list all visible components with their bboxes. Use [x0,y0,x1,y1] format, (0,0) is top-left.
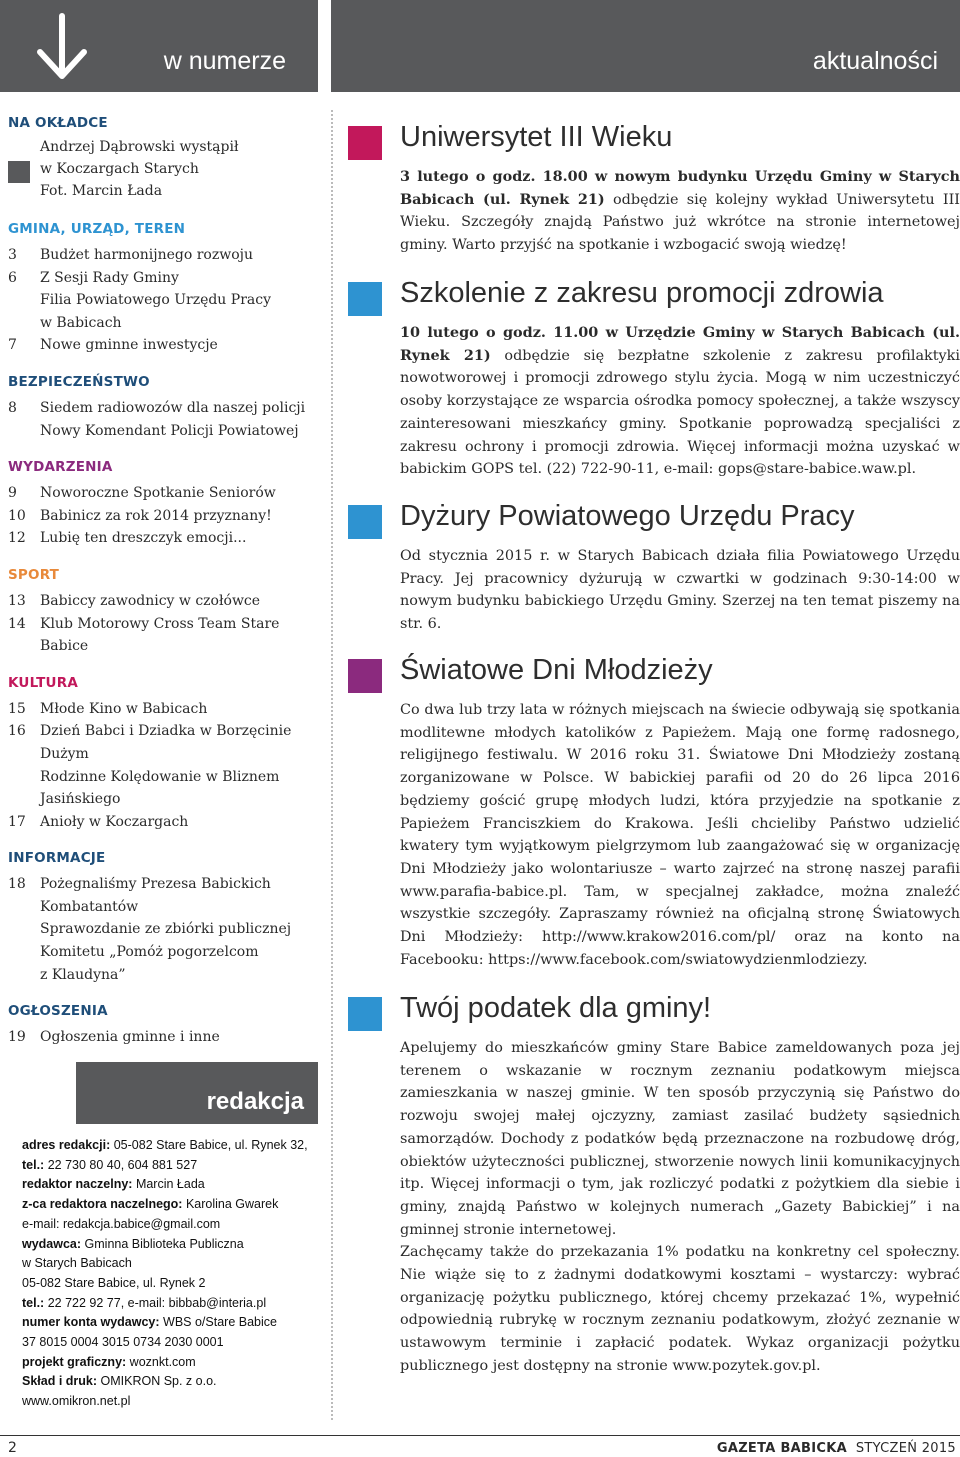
arrow-down-icon [32,12,92,84]
toc-page-number: 12 [8,530,26,547]
toc-heading: BEZPIECZEŃSTWO [8,373,150,390]
article-title: Światowe Dni Młodzieży [400,654,713,686]
toc-entry[interactable] [8,613,318,636]
page-number: 2 [8,1440,17,1456]
article-text: Od stycznia 2015 r. w Starych Babicach działa filia Powiatowego Urzędu Pracy. Jej pracownicy dyżurują w czwartki w godzinach 9:30-14:00 w nowym budynku babickiego Urzędu Gminy. Szerzej na ten temat piszemy na str. 6. [400,548,960,633]
editorial-label: wydawca: [22,1236,82,1251]
editorial-line [22,1175,308,1195]
toc-page-number [8,964,40,987]
toc-entry-title: Z Sesji Rady Gminy [40,269,179,286]
toc-entry-title: Nowe gminne inwestycje [40,337,218,354]
toc-page-number [8,896,40,919]
toc-page-number [8,788,40,811]
editorial-value: Marcin Łada [132,1177,205,1192]
toc-entry[interactable] [8,698,318,721]
toc-entry[interactable] [8,896,318,919]
article-title: Twój podatek dla gminy! [400,992,712,1024]
toc-section [8,674,318,834]
toc-entry-title: Anioły w Koczargach [40,813,189,830]
toc-entry[interactable] [8,312,318,335]
article-square-icon [348,659,382,693]
article-title: Dyżury Powiatowego Urzędu Pracy [400,500,855,532]
toc-entry-title: Młode Kino w Babicach [40,700,208,717]
issue-date: STYCZEŃ 2015 [855,1441,956,1456]
toc-section [8,458,318,550]
editorial-line [22,1136,308,1156]
article-lead: 3 lutego o godz. 18.00 w nowym budynku Urzędu Gminy w Starych Babicach (ul. Rynek 21) [400,168,960,208]
editorial-label: numer konta wydawcy: [22,1315,160,1330]
toc-page-number: 16 [8,723,26,740]
toc-page-number: 14 [8,615,26,632]
editorial-value: 05-082 Stare Babice, ul. Rynek 32, [110,1138,308,1152]
toc-section [8,220,318,357]
toc-heading: WYDARZENIA [8,459,113,476]
toc-entry[interactable] [8,527,318,550]
toc-entry-title: Budżet harmonijnego rozwoju [40,247,254,263]
toc-page-number [8,312,40,335]
toc-entry-title: Ogłoszenia gminne i inne [40,1029,220,1046]
editorial-label: adres redakcji: [22,1138,111,1152]
editorial-label: tel.: [22,1157,45,1172]
toc-page-number: 3 [8,247,17,263]
editorial-line [22,1195,308,1215]
toc-section [8,849,318,986]
toc-entry-title: Nowy Komendant Policji Powiatowej [40,422,299,439]
toc-entry-title: Kombatantów [40,898,139,915]
toc-entry[interactable] [8,289,318,312]
toc-page-number: 10 [8,507,26,524]
toc-page-number: 8 [8,399,17,416]
editorial-value: w Starych Babicach [22,1256,132,1271]
toc-page-number: 9 [8,485,17,502]
article-body [400,1037,960,1378]
toc-entry-title: Siedem radiowozów dla naszej policji [40,399,306,416]
editorial-label: Skład i druk: [22,1374,98,1389]
editorial-value: Karolina Gwarek [182,1197,279,1212]
toc-entry[interactable] [8,743,318,766]
toc-heading: OGŁOSZENIA [8,1003,108,1020]
toc-entry-title: Dzień Babci i Dziadka w Borzęcinie [40,723,292,740]
toc-entry-title: w Babicach [40,314,122,331]
toc-entry-title: Komitetu „Pomóż pogorzelcom [40,944,259,961]
section-title-w-numerze: w numerze [163,47,286,75]
editorial-details [22,1136,308,1412]
toc-entry-title: Babice [40,638,89,655]
editorial-line [22,1254,308,1274]
toc-entry-title: Jasińskiego [40,791,121,808]
toc-entry[interactable] [8,267,318,290]
cover-caption-line: Fot. Marcin Łada [40,183,163,199]
toc-entry[interactable] [8,941,318,964]
toc-entry[interactable] [8,964,318,987]
toc-page-number [8,289,40,312]
editorial-value: Gminna Biblioteka Publiczna [81,1236,244,1251]
editorial-line [22,1333,308,1353]
toc-section [8,373,318,442]
editorial-value: WBS o/Stare Babice [159,1315,277,1330]
article-square-icon [348,997,382,1031]
article-text: odbędzie się kolejny wykład Uniwersytetu III Wieku. Szczegóły znajdą Państwo już wkrótce na stronie internetowej gminy. Warto przyjść na spotkanie i wzbogacić swoją wiedzę! [400,191,960,254]
header-right-bar [331,0,960,92]
editorial-value: 37 8015 0004 3015 0734 2030 0001 [22,1335,224,1350]
editorial-label: tel.: [22,1295,45,1310]
toc-page-number [8,743,40,766]
article-body [400,166,960,257]
toc-section [8,1002,318,1049]
toc-entry[interactable] [8,397,318,420]
editorial-label: z-ca redaktora naczelnego: [22,1197,183,1212]
toc-page-number: 13 [8,592,26,609]
article-square-icon [348,126,382,160]
toc-entry-title: Rodzinne Kolędowanie w Bliznem [40,768,280,785]
toc-heading-cover: NA OKŁADCE [8,115,108,131]
toc-entry[interactable] [8,244,318,267]
editorial-line [22,1274,308,1294]
toc-entry[interactable] [8,720,318,743]
editorial-value: e-mail: redakcja.babice@gmail.com [22,1216,221,1231]
cover-section [8,114,318,202]
editorial-line [22,1215,308,1235]
editorial-line [22,1392,308,1412]
toc-entry[interactable] [8,766,318,789]
editorial-value: 22 722 92 77, e-mail: bibbab@interia.pl [44,1295,267,1310]
toc-entry[interactable] [8,334,318,357]
editorial-value: www.omikron.net.pl [22,1394,131,1409]
editorial-line [22,1294,308,1314]
editorial-line [22,1313,308,1333]
article-square-icon [348,282,382,316]
toc-entry-title: Babinicz za rok 2014 przyznany! [40,507,272,524]
publication-footer [717,1441,956,1456]
editorial-line [22,1353,308,1373]
toc-entry-title: Sprawozdanie ze zbiórki publicznej [40,921,292,938]
toc-heading: INFORMACJE [8,850,106,867]
toc-page-number: 7 [8,337,17,354]
toc-heading: GMINA, URZĄD, TEREN [8,221,186,237]
section-title-aktualnosci: aktualności [812,47,938,75]
toc-page-number [8,941,40,964]
toc-page-number [8,420,40,443]
header-left-bar [0,0,318,92]
toc-page-number [8,635,40,658]
editorial-value: OMIKRON Sp. z o.o. [97,1374,217,1389]
toc-page-number: 6 [8,269,17,286]
article-text: odbędzie się bezpłatne szkolenie z zakresu profilaktyki nowotworowej i promocji zdrowego stylu życia. Mogą w nim uczestniczyć osoby korzystające ze wsparcia ośrodka pomocy społecznej, a także wszyscy zainteresowani mieszkańcy gminy. Spotkanie poprowadzą specjaliści z zakresu ochrony i promocji zdrowia. Więcej informacji można uzyskać w babickim GOPS tel. (22) 722-90-11, e-mail: gops@stare-babice.waw.pl. [400,347,960,478]
editorial-title: redakcja [206,1088,304,1115]
editorial-value: woznkt.com [126,1354,196,1369]
toc-entry[interactable] [8,918,318,941]
toc-page-number: 18 [8,876,26,893]
article-body [400,699,960,971]
editorial-line [22,1156,308,1176]
editorial-box [8,1062,318,1422]
article-title: Uniwersytet III Wieku [400,121,673,153]
toc-entry-title: Noworoczne Spotkanie Seniorów [40,485,276,502]
article-title: Szkolenie z zakresu promocji zdrowia [400,277,884,309]
editorial-line [22,1235,308,1255]
editorial-value: 22 730 80 40, 604 881 527 [44,1157,198,1172]
article-text: Co dwa lub trzy lata w różnych miejscach na świecie odbywają się spotkania modlitewne młodych katolików z Papieżem. Mają one formę radosnego, religijnego festiwalu. W 2016 roku 31. Światowe Dni Młodzieży zostaną zorganizowane w Polsce. W babickiej parafii od 20 do 26 lipca 2016 będziemy gościć grupę młodych ludzi, która przyjedzie na spotkanie z Papieżem Franciszkiem do Krakowa. Jeśli chcieliby Państwo udzielić kwatery tym wyjątkowym pielgrzymom lub zaangażować się w organizację Dni Młodzieży jako wolontariusze – warto zajrzeć na stronę naszej parafii www.parafia-babice.pl. Tam, w specjalnej zakładce, można znaleźć wszystkie szczegóły. Zapraszamy również na oficjalną stronę Światowych Dni Młodzieży: http://www.krakow2016.com/pl/ oraz na konto na Facebooku: https://www.facebook.com/swiatowydzienmlodziezy. [400,702,960,968]
footer-rule [0,1435,960,1436]
toc-entry[interactable] [8,635,318,658]
article-body [400,322,960,481]
article-body [400,545,960,636]
table-of-contents [8,114,318,1049]
toc-heading: SPORT [8,566,60,583]
toc-entry-title: Klub Motorowy Cross Team Stare [40,615,280,632]
toc-section [8,566,318,658]
editorial-line [22,1372,308,1392]
toc-page-number [8,918,40,941]
toc-page-number: 15 [8,700,26,717]
cover-caption-line: w Koczargach Starych [40,161,199,177]
toc-entry[interactable] [8,505,318,528]
cover-caption-line: Andrzej Dąbrowski wystąpił [40,139,239,155]
toc-entry-title: z Klaudyna” [40,966,126,983]
toc-entry[interactable] [8,873,318,896]
article-square-icon [348,505,382,539]
editorial-label: redaktor naczelny: [22,1177,133,1192]
toc-heading: KULTURA [8,674,78,691]
editorial-title-bar [76,1062,318,1124]
toc-page-number: 19 [8,1029,26,1046]
toc-page-number: 17 [8,813,26,830]
toc-entry[interactable] [8,482,318,505]
article-paragraph: Zachęcamy także do przekazania 1% podatku na konkretny cel społeczny. Nie wiąże się to z żadnymi dodatkowymi kosztami – wystarczy: wybrać organizację pożytku publicznego, której chcemy przekazać 1%, wypełnić odpowiednią rubrykę w rocznym zeznaniu podatkowym, złożyć zeznanie w ustawowym terminie i zapłacić podatek. Wykaz organizacji pożytku publicznego jest dostępny na stronie www.pozytek.gov.pl. [400,1244,960,1374]
toc-entry-title: Lubię ten dreszczyk emocji... [40,530,247,547]
toc-entry[interactable] [8,788,318,811]
cover-square-icon [8,161,30,183]
article-text: Apelujemy do mieszkańców gminy Stare Babice zameldowanych poza jej terenem o wskazanie w rocznym zeznaniu podatkowym miejsca zamieszkania w naszej gminie. W ten sposób przyczynią się Państwo do rozwoju swojej małej ojczyzny, zamiast zasilać budżety sąsiednich samorządów. Dochody z podatków będą przeznaczone na rozbudowę dróg, obiektów użyteczności publicznej, stworzenie nowych linii komunikacyjnych itp. Więcej informacji o tym, jak rozliczyć podatki z pożytkiem dla siebie i gminy, znajdą Państwo w kolejnych numerach „Gazety Babickiej” i na gminnej stronie internetowej. [400,1040,960,1238]
toc-entry[interactable] [8,420,318,443]
toc-entry-title: Filia Powiatowego Urzędu Pracy [40,292,271,309]
toc-page-number [8,766,40,789]
toc-entry-title: Dużym [40,745,89,762]
toc-entry-title: Pożegnaliśmy Prezesa Babickich [40,876,271,893]
toc-entry[interactable] [8,590,318,613]
toc-entry[interactable] [8,1026,318,1049]
publication-name: GAZETA BABICKA [716,1441,847,1456]
editorial-value: 05-082 Stare Babice, ul. Rynek 2 [22,1275,206,1290]
toc-entry-title: Babiccy zawodnicy w czołówce [40,592,261,609]
toc-entry[interactable] [8,811,318,834]
column-divider [331,110,333,1420]
editorial-label: projekt graficzny: [22,1354,127,1369]
article-lead: 10 lutego o godz. 11.00 w Urzędzie Gminy w Starych Babicach (ul. Rynek 21) [400,324,960,364]
